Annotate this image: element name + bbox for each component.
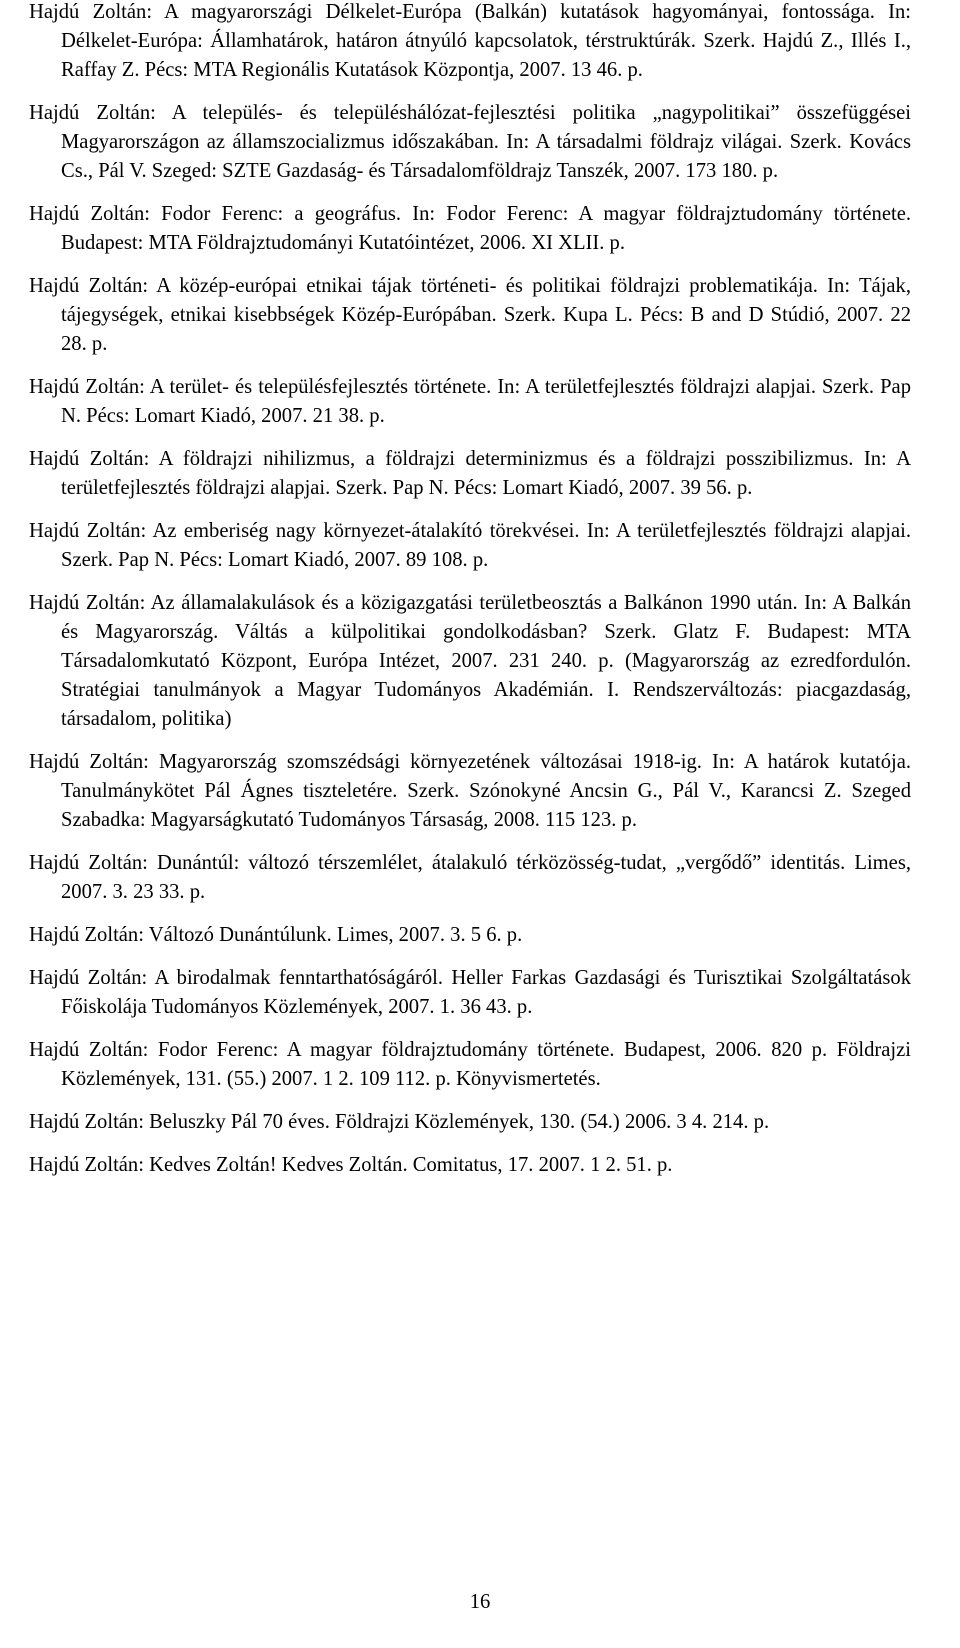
- reference-entry: Hajdú Zoltán: Beluszky Pál 70 éves. Földrajzi Közlemények, 130. (54.) 2006. 3 4. 214. p.: [29, 1111, 770, 1133]
- page-number: 16: [469, 1591, 491, 1613]
- reference-entry: Hajdú Zoltán: Fodor Ferenc: A magyar földrajztudomány története. Budapest, 2006. 820 p. Földrajzi Közlemények, 131. (55.) 2007. 1 2. 109 112. p. Könyvismertetés.: [29, 1039, 911, 1090]
- reference-entry: Hajdú Zoltán: A terület- és településfejlesztés története. In: A területfejlesztés földrajzi alapjai. Szerk. Pap N. Pécs: Lomart Kiadó, 2007. 21 38. p.: [29, 376, 911, 427]
- reference-list: [29, 0, 911, 1194]
- reference-entry: Hajdú Zoltán: Fodor Ferenc: a geográfus. In: Fodor Ferenc: A magyar földrajztudomány története. Budapest: MTA Földrajztudományi Kutatóintézet, 2006. XI XLII. p.: [29, 203, 911, 254]
- reference-entry: Hajdú Zoltán: Magyarország szomszédsági környezetének változásai 1918-ig. In: A határok kutatója. Tanulmánykötet Pál Ágnes tiszteletére. Szerk. Szónokyné Ancsin G., Pál V., Karancsi Z. Szeged Szabadka: Magyarságkutató Tudományos Társaság, 2008. 115 123. p.: [29, 751, 911, 831]
- reference-entry: Hajdú Zoltán: Kedves Zoltán! Kedves Zoltán. Comitatus, 17. 2007. 1 2. 51. p.: [29, 1154, 673, 1176]
- reference-entry: Hajdú Zoltán: A földrajzi nihilizmus, a földrajzi determinizmus és a földrajzi posszibilizmus. In: A területfejlesztés földrajzi alapjai. Szerk. Pap N. Pécs: Lomart Kiadó, 2007. 39 56. p.: [29, 448, 911, 499]
- reference-entry: Hajdú Zoltán: Az államalakulások és a közigazgatási területbeosztás a Balkánon 1990 után. In: A Balkán és Magyarország. Váltás a külpolitikai gondolkodásban? Szerk. Glatz F. Budapest: MTA Társadalomkutató Központ, Európa Intézet, 2007. 231 240. p. (Magyarország az ezredfordulón. Stratégiai tanulmányok a Magyar Tudományos Akadémián. I. Rendszerváltozás: piacgazdaság, társadalom, politika): [29, 592, 911, 730]
- reference-entry: Hajdú Zoltán: A magyarországi Délkelet-Európa (Balkán) kutatások hagyományai, fontossága. In: Délkelet-Európa: Államhatárok, határon átnyúló kapcsolatok, térstruktúrák. Szerk. Hajdú Z., Illés I., Raffay Z. Pécs: MTA Regionális Kutatások Központja, 2007. 13 46. p.: [29, 1, 911, 81]
- reference-entry: Hajdú Zoltán: A közép-európai etnikai tájak történeti- és politikai földrajzi problematikája. In: Tájak, tájegységek, etnikai kisebbségek Közép-Európában. Szerk. Kupa L. Pécs: B and D Stúdió, 2007. 22 28. p.: [29, 275, 911, 355]
- reference-entry: Hajdú Zoltán: A birodalmak fenntarthatóságáról. Heller Farkas Gazdasági és Turisztikai Szolgáltatások Főiskolája Tudományos Közlemények, 2007. 1. 36 43. p.: [29, 967, 911, 1018]
- reference-entry: Hajdú Zoltán: A település- és településhálózat-fejlesztési politika „nagypolitikai” összefüggései Magyarországon az államszocializmus időszakában. In: A társadalmi földrajz világai. Szerk. Kovács Cs., Pál V. Szeged: SZTE Gazdaság- és Társadalomföldrajz Tanszék, 2007. 173 180. p.: [29, 102, 911, 182]
- reference-entry: Hajdú Zoltán: Az emberiség nagy környezet-átalakító törekvései. In: A területfejlesztés földrajzi alapjai. Szerk. Pap N. Pécs: Lomart Kiadó, 2007. 89 108. p.: [29, 520, 911, 571]
- reference-entry: Hajdú Zoltán: Dunántúl: változó térszemlélet, átalakuló térközösség-tudat, „vergődő” identitás. Limes, 2007. 3. 23 33. p.: [29, 852, 911, 903]
- reference-entry: Hajdú Zoltán: Változó Dunántúlunk. Limes, 2007. 3. 5 6. p.: [29, 924, 523, 946]
